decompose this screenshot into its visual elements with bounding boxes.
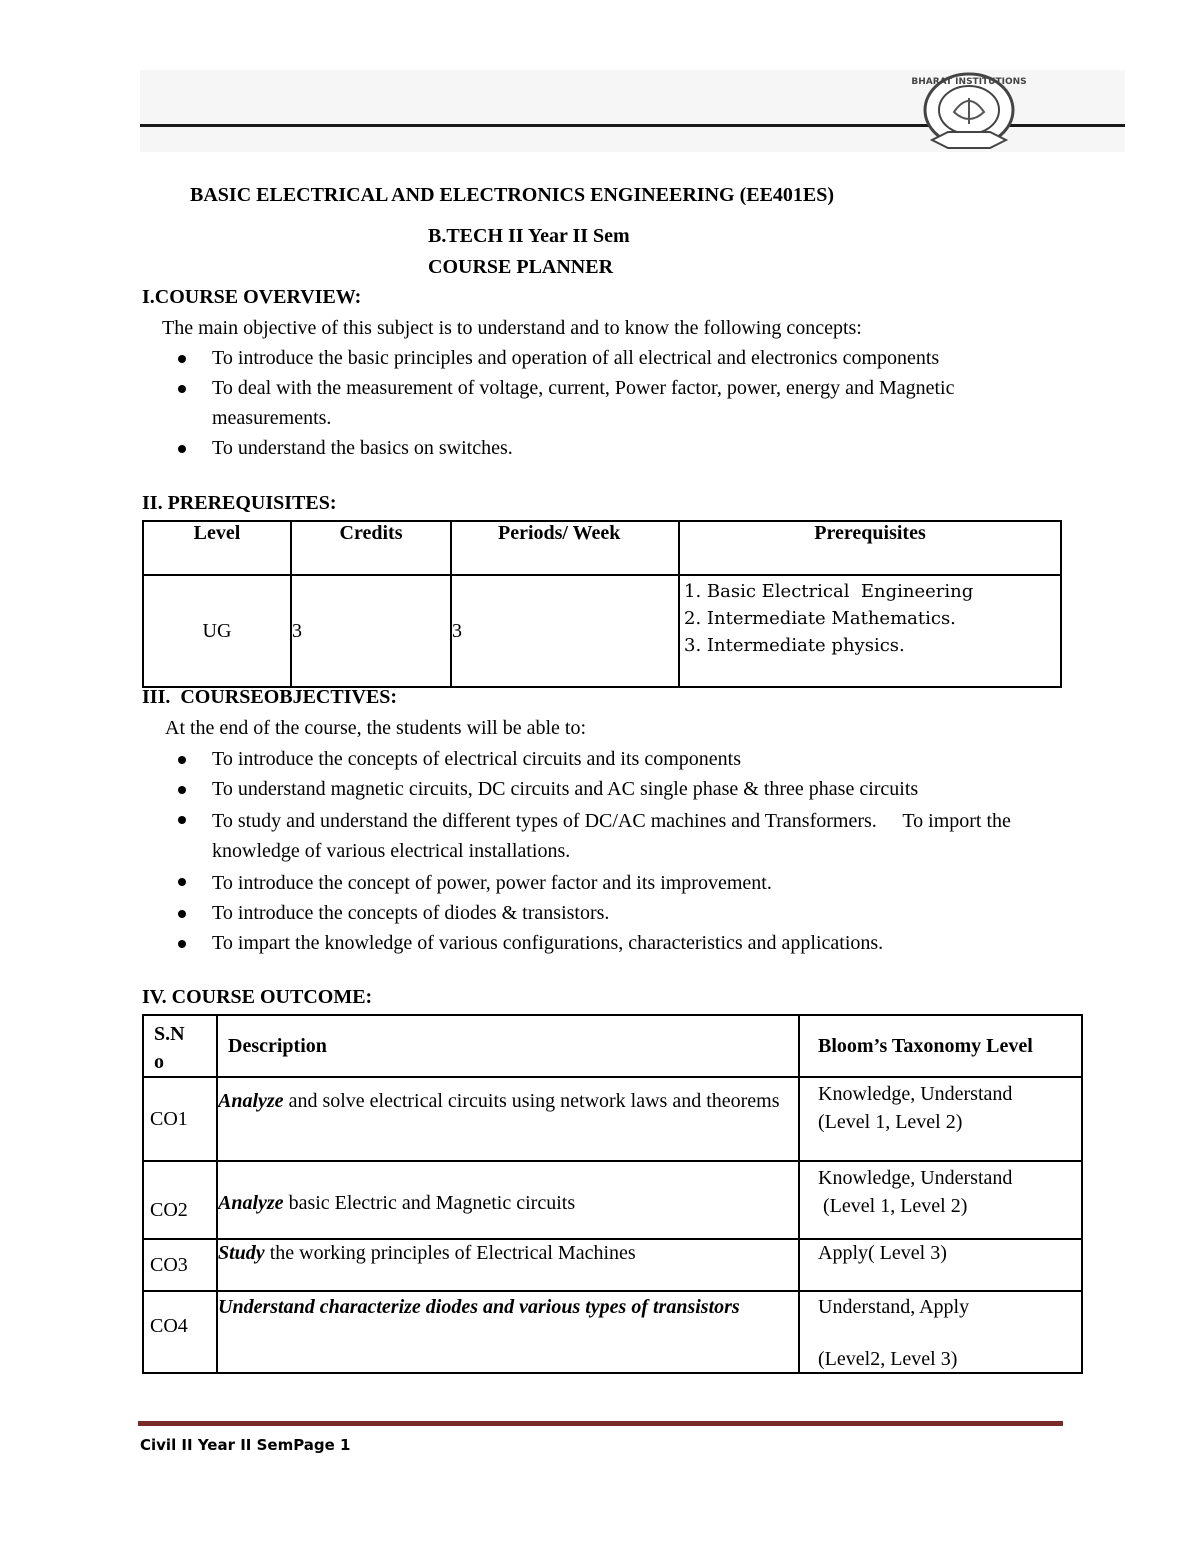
- bloom-level: Apply( Level 3): [818, 1242, 947, 1264]
- list-item: To introduce the basic principles and operation of all electrical and electronics components: [140, 343, 1080, 373]
- co-description-cell: [217, 1161, 799, 1239]
- overview-intro: The main objective of this subject is to understand and to know the following concepts:: [162, 317, 862, 339]
- objectives-heading: III. COURSEOBJECTIVES:: [142, 686, 398, 708]
- co-verb: Analyze: [218, 1191, 284, 1214]
- table-row: [143, 1161, 1082, 1239]
- co-description-cell: [217, 1291, 799, 1373]
- level-cell: UG: [143, 575, 291, 687]
- co-verb: Understand characterize diodes and various types of transistors: [218, 1296, 740, 1318]
- co-text: the working principles of Electrical Machines: [264, 1242, 636, 1264]
- periods-cell: 3: [451, 575, 679, 687]
- prerequisites-heading: II. PREREQUISITES:: [142, 492, 337, 514]
- overview-list: [140, 343, 1080, 463]
- bloom-level: Knowledge, Understand: [818, 1167, 1013, 1189]
- co-verb: Study: [218, 1242, 265, 1264]
- column-header: [143, 1015, 217, 1077]
- list-item: To understand magnetic circuits, DC circuits and AC single phase & three phase circuits: [140, 774, 1080, 804]
- table-row: [143, 1239, 1082, 1291]
- bloom-level: (Level2, Level 3): [818, 1348, 958, 1370]
- sno-header-text: S.N o: [154, 1023, 185, 1073]
- co-text: basic Electric and Magnetic circuits: [283, 1191, 576, 1214]
- program-title: B.TECH II Year II Sem: [428, 225, 630, 247]
- co-id-cell: CO2: [143, 1161, 217, 1239]
- co-id-cell: CO1: [143, 1077, 217, 1161]
- co-id-cell: CO4: [143, 1291, 217, 1373]
- course-title: BASIC ELECTRICAL AND ELECTRONICS ENGINEERING (EE401ES): [190, 184, 835, 206]
- list-item: To introduce the concepts of electrical circuits and its components: [140, 744, 1080, 774]
- list-item: To impart the knowledge of various configurations, characteristics and applications.: [140, 928, 1080, 958]
- prerequisites-table: [142, 520, 1062, 688]
- list-item: To understand the basics on switches.: [140, 433, 1080, 463]
- objectives-list: [140, 744, 1080, 958]
- prerequisite-list-cell: [679, 575, 1061, 687]
- svg-text:BHARAT INSTITUTIONS: BHARAT INSTITUTIONS: [911, 77, 1027, 87]
- column-header: Description: [217, 1015, 799, 1077]
- objectives-intro: At the end of the course, the students will be able to:: [165, 717, 587, 739]
- list-item: To introduce the concept of power, power factor and its improvement.: [140, 866, 1080, 898]
- co-verb: Analyze: [218, 1090, 284, 1112]
- table-row: [143, 1077, 1082, 1161]
- outcomes-table: [142, 1014, 1083, 1374]
- co-id-cell: CO3: [143, 1239, 217, 1291]
- prerequisite-item: 3. Intermediate physics.: [684, 635, 905, 656]
- bloom-cell: [799, 1077, 1082, 1161]
- table-row: [143, 575, 1061, 687]
- bloom-level: (Level 1, Level 2): [818, 1195, 968, 1217]
- bloom-level: (Level 1, Level 2): [818, 1111, 963, 1133]
- prerequisite-item: 1. Basic Electrical Engineering: [684, 581, 974, 602]
- table-row: [143, 1291, 1082, 1373]
- column-header: Bloom’s Taxonomy Level: [799, 1015, 1082, 1077]
- overview-heading: I.COURSE OVERVIEW:: [142, 286, 362, 308]
- co-text: and solve electrical circuits using network laws and theorems: [283, 1090, 780, 1112]
- co-description-cell: [217, 1077, 799, 1161]
- column-header: Prerequisites: [679, 521, 1061, 575]
- institution-logo: [911, 70, 1027, 152]
- bloom-cell: [799, 1291, 1082, 1373]
- list-item: To deal with the measurement of voltage, current, Power factor, power, energy and Magnetic measurements.: [140, 373, 1012, 433]
- prerequisite-item: 2. Intermediate Mathematics.: [684, 608, 956, 629]
- column-header: Credits: [291, 521, 451, 575]
- outcomes-heading: IV. COURSE OUTCOME:: [142, 986, 373, 1008]
- list-item: To study and understand the different types of DC/AC machines and Transformers. To import the knowledge of various electrical installations.: [140, 804, 1080, 866]
- document-title: COURSE PLANNER: [428, 256, 614, 278]
- list-item: To introduce the concepts of diodes & transistors.: [140, 898, 1080, 928]
- column-header: Periods/ Week: [451, 521, 679, 575]
- bloom-level: Understand, Apply: [818, 1296, 970, 1318]
- column-header: Level: [143, 521, 291, 575]
- co-description-cell: [217, 1239, 799, 1291]
- bloom-cell: [799, 1161, 1082, 1239]
- bloom-level: Knowledge, Understand: [818, 1083, 1013, 1105]
- footer-text: Civil II Year II SemPage 1: [140, 1436, 351, 1454]
- bloom-cell: [799, 1239, 1082, 1291]
- credits-cell: 3: [291, 575, 451, 687]
- footer-rule: [138, 1421, 1063, 1426]
